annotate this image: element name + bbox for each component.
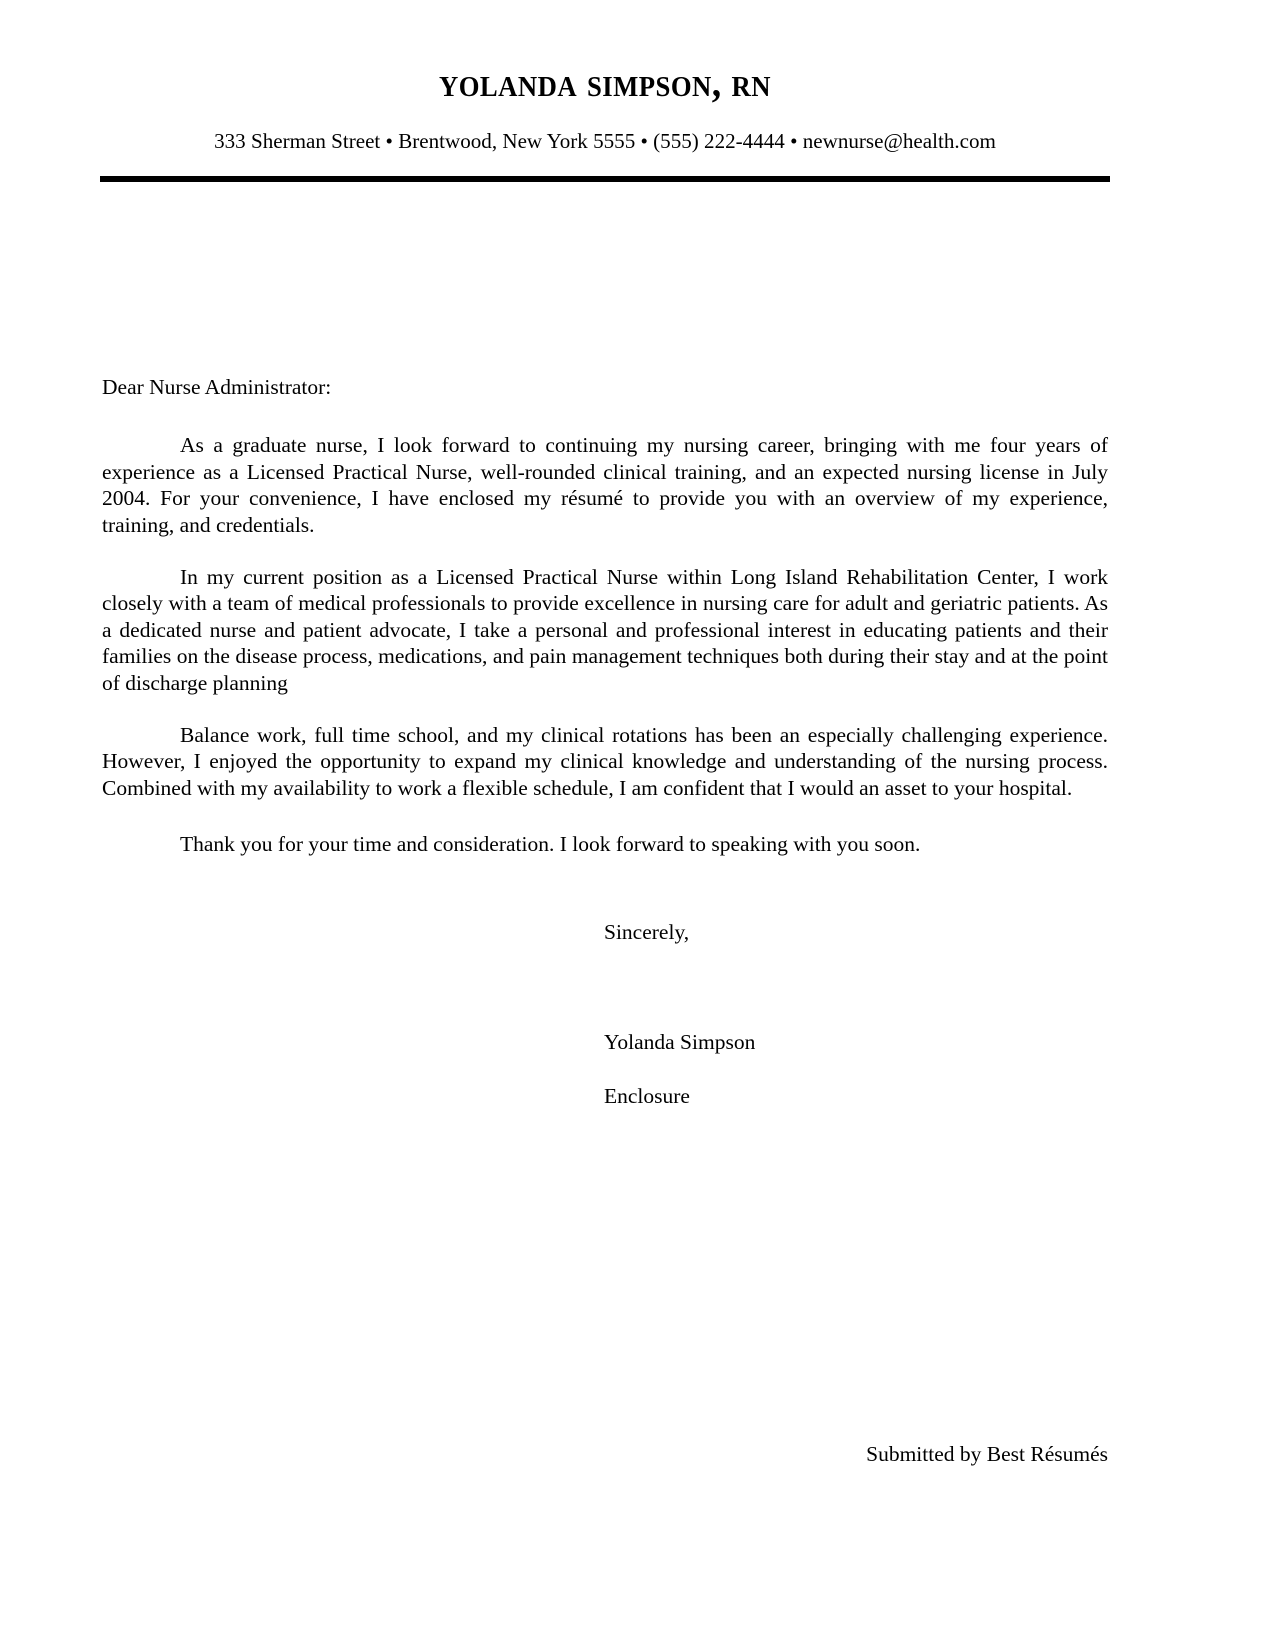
signature-name: Yolanda Simpson xyxy=(604,1030,756,1054)
salutation: Dear Nurse Administrator: xyxy=(102,375,332,399)
letter-body xyxy=(102,374,1108,858)
closing-thanks-paragraph: Thank you for your time and consideration. I look forward to speaking with you soon. xyxy=(180,832,921,857)
header-divider-rule xyxy=(100,176,1110,182)
page-title: yolanda simpson, rn xyxy=(438,59,772,105)
signature-block xyxy=(604,919,1064,1108)
body-paragraph-3: Balance work, full time school, and my clinical rotations has been an especially challenging experience. However, I enjoyed the opportunity to expand my clinical knowledge and understanding of the nursing process. Combined with my availability to work a flexible schedule, I am confident that I would an asset to your hospital. xyxy=(102,723,1108,800)
letterhead xyxy=(100,58,1110,156)
body-paragraph-2: In my current position as a Licensed Practical Nurse within Long Island Rehabilitation Center, I work closely with a team of medical professionals to provide excellence in nursing care for adult and geriatric patients. As a dedicated nurse and patient advocate, I take a personal and professional interest in educating patients and their families on the disease process, medications, and pain management techniques both during their stay and at the point of discharge planning xyxy=(102,565,1108,695)
contact-info-line: 333 Sherman Street • Brentwood, New York 5555 • (555) 222-4444 • newnurse@health.com xyxy=(214,129,996,153)
body-paragraph-1: As a graduate nurse, I look forward to continuing my nursing career, bringing with me four years of experience as a Licensed Practical Nurse, well-rounded clinical training, and an expected nursing license in July 2004. For your convenience, I have enclosed my résumé to provide you with an overview of my experience, training, and credentials. xyxy=(102,433,1108,537)
signature-enclosure-note: Enclosure xyxy=(604,1084,690,1108)
signature-closing: Sincerely, xyxy=(604,920,690,944)
footer-credit: Submitted by Best Résumés xyxy=(866,1442,1108,1466)
